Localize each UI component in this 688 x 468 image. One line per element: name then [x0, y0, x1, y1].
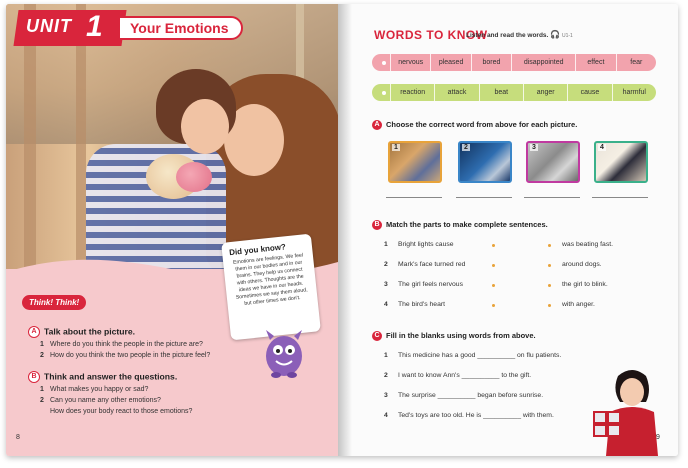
did-you-know-text: Emotions are feelings. We feel them in our bodies and in our brains. They help us connect with others. Thoughts are the ideas we have in our heads. Sometimes we say them aloud, but other times we don't.	[232, 252, 308, 307]
unit-title: Your Emotions	[118, 16, 243, 40]
question-a1: 1 Where do you think the people in the picture are?	[40, 341, 203, 348]
answer-line-4[interactable]	[592, 197, 648, 198]
section-b-letter: B	[28, 371, 40, 383]
question-a2: 2 How do you think the two people in the picture feel?	[40, 352, 211, 359]
question-b3: How does your body react to those emotions?	[50, 408, 193, 415]
word: disappointed	[511, 54, 575, 71]
fill-sentence-3: 3 The surprise __________ began before sunrise.	[384, 392, 544, 399]
word: beat	[479, 84, 523, 101]
match-left-1: 1 Bright lights cause	[384, 241, 454, 248]
match-dot-right-2[interactable]	[548, 264, 551, 267]
unit-number: 1	[86, 10, 103, 43]
unit-label: UNIT	[26, 16, 72, 36]
purple-monster-icon	[260, 326, 308, 378]
answer-line-3[interactable]	[524, 197, 580, 198]
match-dot-left-3[interactable]	[492, 284, 495, 287]
match-right-4: with anger.	[562, 301, 595, 308]
fill-sentence-2: 2 I want to know Ann's __________ to the gift.	[384, 372, 532, 379]
textbook-spread	[6, 4, 678, 456]
girl-with-gift-image	[588, 366, 668, 456]
word: anger	[523, 84, 567, 101]
section-b-title: B Think and answer the questions.	[28, 371, 177, 383]
question-b2: 2 Can you name any other emotions?	[40, 397, 161, 404]
fill-sentence-4: 4 Ted's toys are too old. He is __________ with them.	[384, 412, 554, 419]
right-page	[338, 4, 678, 456]
match-dot-right-1[interactable]	[548, 244, 551, 247]
fill-sentence-1: 1 This medicine has a good __________ on flu patients.	[384, 352, 562, 359]
match-left-3: 3 The girl feels nervous	[384, 281, 463, 288]
word: pleased	[430, 54, 470, 71]
word: fear	[616, 54, 656, 71]
section-a-title: A Talk about the picture.	[28, 326, 135, 338]
word: reaction	[390, 84, 434, 101]
task-c-title: C Fill in the blanks using words from above.	[372, 331, 536, 341]
word: nervous	[390, 54, 430, 71]
section-a-letter: A	[28, 326, 40, 338]
word: cause	[567, 84, 611, 101]
match-left-4: 4 The bird's heart	[384, 301, 446, 308]
bullet-icon	[382, 91, 386, 95]
picture-1: 1	[388, 141, 442, 183]
left-page	[6, 4, 338, 456]
audio-code: U1-1	[562, 33, 573, 39]
match-right-1: was beating fast.	[562, 241, 614, 248]
task-b-title: B Match the parts to make complete sentences.	[372, 220, 548, 230]
did-you-know-card	[221, 234, 321, 341]
match-dot-left-4[interactable]	[492, 304, 495, 307]
match-dot-left-2[interactable]	[492, 264, 495, 267]
task-b-letter: B	[372, 220, 382, 230]
match-right-3: the girl to blink.	[562, 281, 608, 288]
task-a-letter: A	[372, 120, 382, 130]
match-left-2: 2 Mark's face turned red	[384, 261, 466, 268]
match-dot-right-4[interactable]	[548, 304, 551, 307]
match-right-2: around dogs.	[562, 261, 602, 268]
word: attack	[434, 84, 478, 101]
word-bar-1	[372, 54, 656, 71]
question-b1: 1 What makes you happy or sad?	[40, 386, 149, 393]
bullet-icon	[382, 61, 386, 65]
picture-3: 3	[526, 141, 580, 183]
word-bar-2	[372, 84, 656, 101]
book-gutter	[338, 4, 352, 456]
page-number-left: 8	[16, 434, 20, 441]
page-number-right: 9	[656, 434, 660, 441]
words-subtitle: Listen and read the words.	[466, 32, 549, 39]
picture-4: 4	[594, 141, 648, 183]
match-dot-right-3[interactable]	[548, 284, 551, 287]
think-think-badge: Think! Think!	[22, 295, 86, 310]
match-dot-left-1[interactable]	[492, 244, 495, 247]
headphones-icon[interactable]: 🎧	[550, 30, 560, 39]
task-c-letter: C	[372, 331, 382, 341]
words-to-know-title: WORDS TO KNOW	[374, 28, 488, 42]
answer-line-1[interactable]	[386, 197, 442, 198]
answer-line-2[interactable]	[456, 197, 512, 198]
picture-2: 2	[458, 141, 512, 183]
word: effect	[575, 54, 615, 71]
did-you-know-title: Did you know?	[228, 242, 287, 258]
word: harmful	[612, 84, 656, 101]
word: bored	[471, 54, 511, 71]
task-a-title: A Choose the correct word from above for each picture.	[372, 120, 577, 130]
